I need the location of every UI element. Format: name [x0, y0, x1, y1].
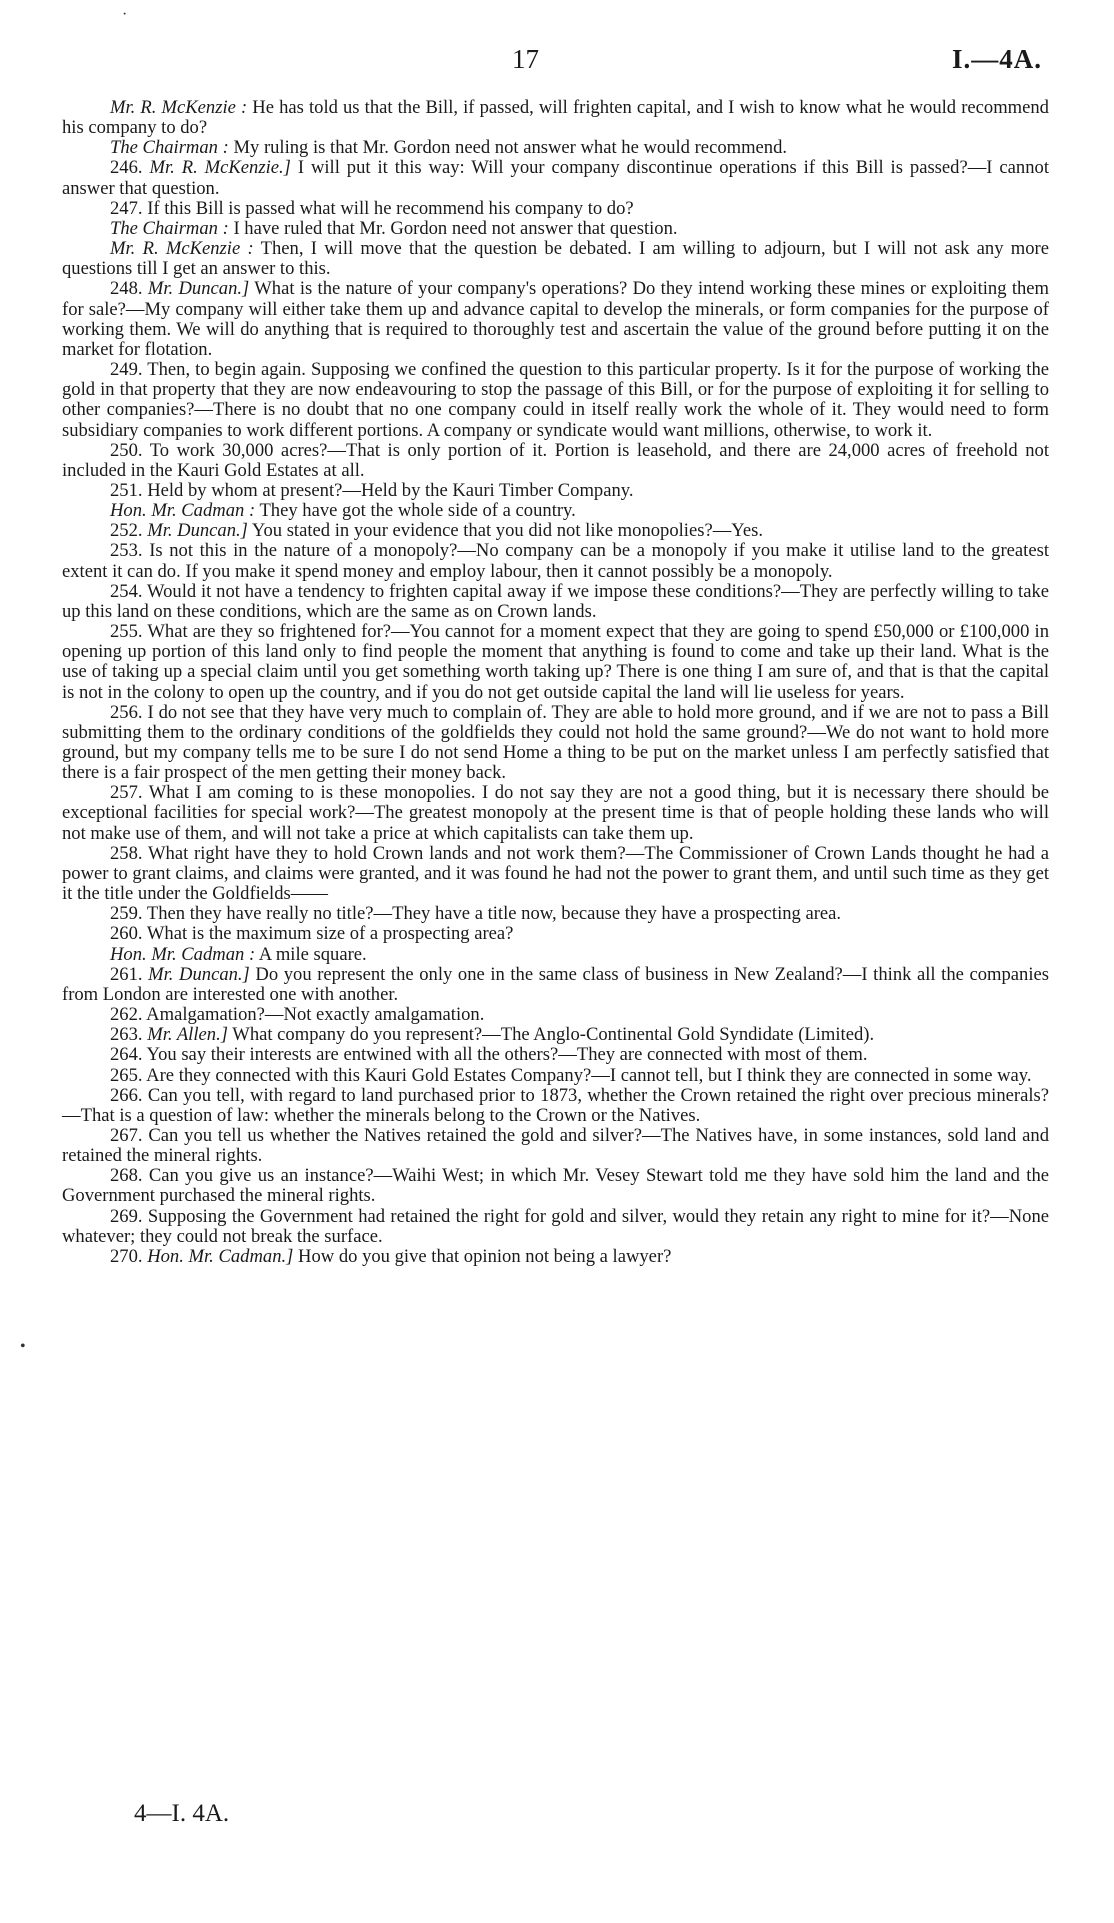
- question-number: 262.: [110, 1004, 143, 1026]
- paragraph-text: If this Bill is passed what will he recommend his company to do?: [147, 197, 634, 219]
- evidence-paragraph: [62, 481, 1049, 501]
- paragraph-text: Then, to begin again. Supposing we confined the question to this particular property. Is it for the purpose of working the gold in that property that they are now endeavouring to stop the passage of this Bill, or for the purpose of exploiting it for selling to other companies?—There is no doubt that no one company could in itself really work the whole of it. They would need to form subsidiary companies to work different portions. A company or syndicate would want millions, otherwise, to work it.: [62, 359, 1049, 441]
- evidence-paragraph: [62, 239, 1049, 279]
- evidence-paragraph: [62, 98, 1049, 138]
- evidence-paragraph: [62, 501, 1049, 521]
- question-number: 256.: [110, 701, 143, 723]
- paragraph-text: What is the maximum size of a prospecting area?: [146, 923, 514, 945]
- paragraph-text: Then, I will move that the question be debated. I am willing to adjourn, but I will not ask any more questions till I get an answer to this.: [62, 238, 1049, 280]
- paragraph-text: Is not this in the nature of a monopoly?—No company can be a monopoly if you make it utilise land to the greatest extent it can do. If you make it spend money and employ labour, then it cannot possibly be a monopoly.: [62, 540, 1049, 582]
- question-number: 261.: [110, 963, 143, 985]
- speaker-name: Mr. Duncan.]: [148, 963, 250, 985]
- evidence-paragraph: [62, 138, 1049, 158]
- paragraph-text: My ruling is that Mr. Gordon need not answer what he would recommend.: [228, 137, 788, 159]
- evidence-paragraph: [62, 521, 1049, 541]
- question-number: 260.: [110, 923, 143, 945]
- minutes-of-evidence: [62, 98, 1049, 1267]
- evidence-paragraph: [62, 199, 1049, 219]
- question-number: 255.: [110, 621, 143, 643]
- page-header: [0, 44, 1114, 84]
- question-number: 267.: [110, 1124, 143, 1146]
- question-number: 254.: [110, 580, 143, 602]
- question-number: 258.: [110, 842, 143, 864]
- question-number: 253.: [110, 540, 143, 562]
- question-number: 269.: [110, 1205, 143, 1227]
- speaker-name: Mr. R. McKenzie.]: [149, 157, 291, 179]
- speaker-name: Mr. R. McKenzie :: [110, 238, 254, 260]
- paragraph-text: What are they so frightened for?—You cannot for a moment expect that they are going to spend £50,000 or £100,000 in opening up portion of this land only to find people the moment that anything is found to come and take up their land. What is the use of taking up a special claim until you get something worth taking up? There is one thing I am sure of, and that is that the capital is not in the colony to open up the country, and if you do not get outside capital the land will lie useless for years.: [62, 621, 1050, 703]
- paragraph-text: A mile square.: [255, 943, 367, 965]
- evidence-paragraph: [62, 945, 1049, 965]
- evidence-paragraph: [62, 360, 1049, 441]
- evidence-paragraph: [62, 279, 1049, 360]
- question-number: 247.: [110, 197, 143, 219]
- question-number: 257.: [110, 782, 143, 804]
- paragraph-text: How do you give that opinion not being a lawyer?: [293, 1245, 672, 1267]
- speaker-name: Hon. Mr. Cadman :: [110, 500, 256, 522]
- speaker-name: Hon. Mr. Cadman :: [110, 943, 256, 965]
- paragraph-text: Can you tell us whether the Natives retained the gold and silver?—The Natives have, in some instances, sold land and retained the mineral rights.: [62, 1124, 1049, 1167]
- speaker-name: Hon. Mr. Cadman.]: [147, 1245, 294, 1267]
- document-reference: I.—4A.: [951, 44, 1042, 74]
- paragraph-text: What I am coming to is these monopolies. I do not say they are not a good thing, but it is necessary there should be exceptional facilities for special work?—The greatest monopoly at the present time is that of people holding these lands who will not make use of them, and will not take a price at which capitalists can take them up.: [62, 782, 1049, 844]
- speaker-name: Mr. Duncan.]: [147, 278, 250, 300]
- paragraph-text: Then they have really no title?—They have a title now, because they have a prospecting area.: [146, 903, 842, 925]
- paragraph-text: To work 30,000 acres?—That is only portion of it. Portion is leasehold, and there are 24,000 acres of freehold not included in the Kauri Gold Estates at all.: [62, 439, 1049, 481]
- stray-mark: ·: [122, 6, 128, 23]
- speaker-name: The Chairman :: [110, 137, 229, 159]
- evidence-paragraph: [62, 1045, 1049, 1065]
- question-number: 251.: [110, 479, 143, 501]
- evidence-paragraph: [62, 965, 1049, 1005]
- evidence-paragraph: [62, 924, 1049, 944]
- paragraph-text: They have got the whole side of a country.: [255, 500, 576, 522]
- paragraph-text: I will put it this way: Will your company discontinue operations if this Bill is passed?—I cannot answer that question.: [62, 157, 1049, 199]
- question-number: 250.: [110, 439, 143, 461]
- evidence-paragraph: [62, 158, 1049, 198]
- question-number: 268.: [110, 1165, 143, 1187]
- speaker-name: Mr. Allen.]: [147, 1024, 228, 1046]
- paragraph-text: What is the nature of your company's operations? Do they intend working these mines or exploiting them for sale?—My company will either take them up and advance capital to develop the minerals, or form companies for the purpose of working them. We will do anything that is required to thoroughly test and ascertain the value of the ground before putting it on the market for flotation.: [62, 278, 1050, 360]
- paragraph-text: He has told us that the Bill, if passed, will frighten capital, and I wish to know what he would recommend his company to do?: [62, 97, 1049, 139]
- paragraph-text: Supposing the Government had retained the right for gold and silver, would they retain any right to mine for it?—None whatever; they could not break the surface.: [62, 1205, 1049, 1247]
- question-number: 249.: [110, 359, 143, 381]
- question-number: 264.: [110, 1044, 143, 1066]
- evidence-paragraph: [62, 904, 1049, 924]
- paragraph-text: Can you give us an instance?—Waihi West; in which Mr. Vesey Stewart told me they have sold him the land and the Government purchased the mineral rights.: [62, 1165, 1049, 1207]
- question-number: 259.: [110, 903, 143, 925]
- paragraph-text: Do you represent the only one in the same class of business in New Zealand?—I think all the companies from London are interested one with another.: [62, 963, 1049, 1005]
- signature-mark: 4—I. 4A.: [134, 1800, 230, 1827]
- question-number: 263.: [110, 1024, 143, 1046]
- speaker-name: Mr. Duncan.]: [147, 520, 248, 542]
- paragraph-text: What right have they to hold Crown lands and not work them?—The Commissioner of Crown Lands thought he had a power to grant claims, and claims were granted, and it was found he had not the power to grant them, and until such time as they get it the title under the Goldfields——: [62, 842, 1049, 905]
- evidence-paragraph: [62, 1005, 1049, 1025]
- evidence-paragraph: [62, 1025, 1049, 1045]
- paragraph-text: Amalgamation?—Not exactly amalgamation.: [146, 1004, 485, 1026]
- evidence-paragraph: [62, 783, 1049, 843]
- evidence-paragraph: [62, 1066, 1049, 1086]
- paragraph-text: Would it not have a tendency to frighten capital away if we impose these conditions?—They are perfectly willing to take up this land on these conditions, which are the same as on Crown lands.: [62, 580, 1049, 622]
- question-number: 248.: [110, 278, 143, 300]
- speaker-name: Mr. R. McKenzie :: [110, 97, 248, 118]
- page-number: 17: [512, 44, 539, 74]
- question-number: 265.: [110, 1064, 143, 1086]
- paragraph-text: Can you tell, with regard to land purchased prior to 1873, whether the Crown retained the right over precious minerals?—That is a question of law: whether the minerals belong to the Crown or the Natives.: [62, 1084, 1049, 1126]
- question-number: 246.: [110, 157, 143, 179]
- evidence-paragraph: [62, 703, 1049, 784]
- evidence-paragraph: [62, 1207, 1049, 1247]
- evidence-paragraph: [62, 844, 1049, 904]
- question-number: 252.: [110, 520, 143, 542]
- paragraph-text: Held by whom at present?—Held by the Kauri Timber Company.: [147, 479, 634, 501]
- speaker-name: The Chairman :: [110, 217, 229, 239]
- evidence-paragraph: [62, 622, 1049, 703]
- stray-mark: •: [20, 1338, 26, 1355]
- paragraph-text: You stated in your evidence that you did not like monopolies?—Yes.: [247, 520, 763, 542]
- evidence-paragraph: [62, 1247, 1049, 1267]
- evidence-paragraph: [62, 1086, 1049, 1126]
- evidence-paragraph: [62, 582, 1049, 622]
- paragraph-text: I have ruled that Mr. Gordon need not answer that question.: [228, 217, 678, 239]
- paragraph-text: You say their interests are entwined with all the others?—They are connected with most of them.: [146, 1044, 868, 1066]
- evidence-paragraph: [62, 219, 1049, 239]
- paragraph-text: What company do you represent?—The Anglo-Continental Gold Syndidate (Limited).: [227, 1024, 875, 1046]
- question-number: 270.: [110, 1245, 143, 1267]
- evidence-paragraph: [62, 1126, 1049, 1166]
- evidence-paragraph: [62, 441, 1049, 481]
- evidence-paragraph: [62, 541, 1049, 581]
- paragraph-text: I do not see that they have very much to complain of. They are able to hold more ground, and if we are not to pass a Bill submitting them to the ordinary conditions of the goldfields they could not hold the same ground?—We do not want to hold more ground, but my company tells me to be sure I do not send Home a thing to be put on the market unless I am perfectly satisfied that there is a fair prospect of the men getting their money back.: [62, 701, 1049, 784]
- evidence-paragraph: [62, 1166, 1049, 1206]
- question-number: 266.: [110, 1084, 143, 1106]
- paragraph-text: Are they connected with this Kauri Gold Estates Company?—I cannot tell, but I think they are connected in some way.: [146, 1064, 1032, 1086]
